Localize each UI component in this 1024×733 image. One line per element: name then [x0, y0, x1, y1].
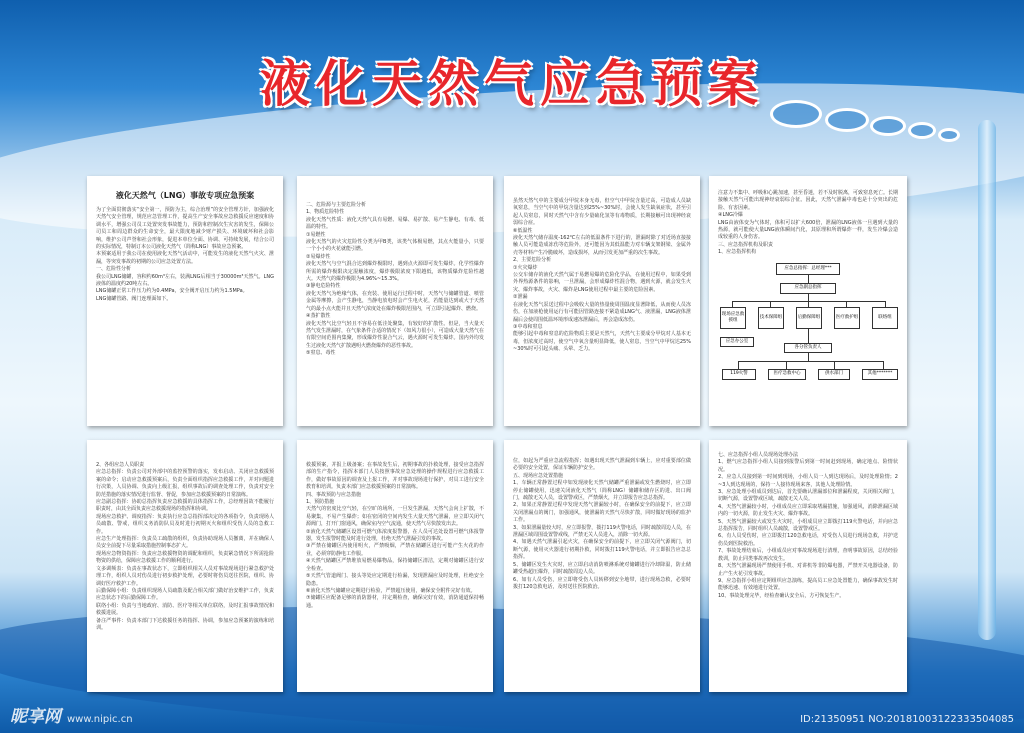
org-box-group: 技术保障组 — [758, 307, 784, 329]
org-box-external: 其他******* — [862, 369, 898, 380]
panel-responsibilities — [87, 440, 283, 692]
decor-ring — [908, 122, 936, 139]
panel-onsite-measures — [504, 440, 700, 692]
panel-prevention — [297, 440, 493, 692]
panel-main-hazards — [504, 176, 700, 426]
panel-command-structure — [709, 176, 907, 426]
org-line — [808, 294, 809, 301]
panel-body: 注意力不集中、呼吸和心跳加速，甚至昏迷，若不及时脱离，可致窒息死亡。长期接触天然气可能出现神经衰弱综合征。因此，天然气泄漏中毒也是十分突出的危险、有害因素。 ④LNG冷爆 LNG由液体变为气体时，体积可以扩大600倍，泄漏的LNG液体一旦遇到大量的热源，就可能使大量LNG液体瞬间汽化，其原理和所谓爆炸一样，发生冷爆会造成较重的人身伤害。 三、应急指挥机构及职责 1、应急指挥机构 — [718, 190, 899, 256]
org-line — [808, 353, 809, 361]
org-box-vice: 应急副总指挥 — [780, 283, 836, 294]
org-box-group: 联络组 — [872, 307, 898, 329]
panel-body: 救援预案，并报上级备案；在事故发生后，初期事故的扑救处理，接受应急指挥部的生产指令，指挥本部门人员按照事故应急处理的操作规程进行应急救援工作，做好事故原因的调查及上报工作，并对事故现场进行保护，对员工进行安全教育和培训。负责本部门应急救援预案的日常演练。 四、事故预防与应急措施 1、预防措施 天然气的密度比空气轻，在空旷的场所，一旦发生泄漏，天然气会向上扩散，不易聚集，不易产生爆炸；如在密闭的空间内发生大量天然气泄漏，应立即关闭气源阀门，打开门窗通风，确保室内空气流通，使天然气尽快散发出去。 ②液化天然气储罐区设置可燃气体浓度报警器，在人员可达处设置可燃气体报警器，发生报警时能及时进行处理，杜绝天然气泄漏引发的事故。 ③严禁在储罐区内使用明火，严禁吸烟，严禁在储罐区进行可能产生火花的作业，必须穿防静电工作服。 ④天然气储罐区严禁堆放易燃易爆物品，保持储罐区清洁，定期对储罐区进行安全检查。 ⑤天然气管道阀门、接头等处应定期进行检漏，发现泄漏应及时处理，杜绝安全隐患。 ⑥液化天然气储罐应定期进行检验，严禁超压使用，确保安全附件完好有效。 ⑦储罐区应配备足够的消防器材，并定期检查，确保完好有效，消防通道保持畅通。 — [306, 462, 484, 609]
panel-heading: 液化天然气（LNG）事故专项应急预案 — [115, 191, 255, 200]
decor-pillar — [978, 120, 996, 640]
org-line — [786, 361, 787, 369]
page-title: 液化天然气应急预案 — [260, 55, 764, 113]
org-line — [738, 361, 739, 369]
panel-body: 为了全面贯彻落实“安全第一，预防为主，综合治理”的安全管理方针，加强液化天然气安全管理，规范应急管理工作，提高生产安全事故应急救援反应速度和协调水平，增强公司员工处置突发事故能力，预防和控制次生灾害的发生，保障公司员工和周边群众的生命安全，最大限度地减少财产损失、环境破坏和社会影响，维护公司声誉和社会形象，促进本单位全面、协调、可持续发展，结合公司的实际情况，特制订本公司液化天然气（简称LNG）事故应急预案。 本预案适用于我公司在使用液化天然气活动中，可能发生的液化天然气火灾、泄漏，等突发事故的初期的公司应急处置方法。 一、危险性分析 我公司LNG储罐，容积约60m³左右，装满LNG后相当于30000m³天然气。LNG液体的温度约20吨左右。 LNG储罐正常工作压力约为0.4MPa，安全阀开启压力约为1.5MPa。 LNG储罐管路、阀门连理面如下。 — [96, 207, 274, 302]
org-line — [808, 329, 809, 343]
org-line — [834, 361, 835, 369]
org-chart — [718, 261, 898, 411]
org-box-external: 供水部门 — [818, 369, 850, 380]
org-box-top: 应急总指挥：总经理*** — [776, 263, 840, 275]
panel-body: 七、应急指挥小组人员现场处理办法 1、燃气应急指挥小组人员接到报警后到第一时间赶到现场，确定地点、险情状况。 2、应急人员接到第一时间到现场，小组人员一人到达现场后，及时处理险情；2~3人到达现场的，保持一人接待现场来客，其他人处理险情。 3、应急处理小组成员到达后，首先要确认泄漏部位和泄漏程度，关闭相关阀门，切断气源，设置警戒区域，疏散无关人员。 4、天然气泄漏较小时，小组成员应立即采取堵漏措施，加强通风，消除泄漏区域内的一切火源，防止发生火灾、爆炸事故。 5、天然气泄漏较大或发生火灾时，小组成员应立即拨打119火警电话，并向应急总指挥报告，同时组织人员疏散，设置警戒区。 6、有人员受伤时，应立即拨打120急救电话，对受伤人员进行现场急救，并护送伤员到医院救治。 7、事故处理结束后，小组成员应对事故现场进行清理，查明事故原因，总结经验教训，防止同类事故再次发生。 8、天然气泄漏现场严禁使用手机、对讲机等非防爆电器，严禁开关电器设备，防止产生火花引发事故。 9、应急指挥小组应定期组织应急演练，提高员工应急处置能力，确保事故发生时能够迅速、有效地进行处置。 10、事故处理完毕，经检查确认安全后，方可恢复生产。 — [718, 452, 898, 599]
panel-team-procedures — [709, 440, 907, 692]
watermark-id: ID:21350951 NO:20181003122333504085 — [800, 714, 1014, 725]
panel-overview — [87, 176, 283, 426]
decor-ring — [938, 128, 960, 142]
org-box-group: 医疗救护组 — [834, 307, 860, 329]
org-line — [738, 361, 884, 362]
org-box-external: 医疗急救中心 — [768, 369, 806, 380]
panel-body: 二、危险源与主要危险分析 1、物质危险特性 液化天然气性质：液化天然气具有易燃、易爆、易扩散、易产生静电、有毒、低温的特性。 ①易燃性 液化天然气的火灾危险性分类为甲B类，该类气体极易燃，其点火能量小，只要一个小小的火花就能引燃。 ②易爆炸性 液化天然气与空气混合达到爆炸极限时，遇到点火源即可发生爆炸。化学性爆炸所需的爆炸极限决定混触浓度，爆炸极限浓度下限越低，该物质爆炸危险性越大。天然气的爆炸极限为4.96%~15.3%。 ③静电危险特性 液化天然气为绝缘气体，在充装、使用运行过程中时，天然气与储罐管道、喷管金属等摩擦，会产生静电，当静电放电时会产生电火花，若能量达到或大于天然气的最小点火能并且天然气浓度处在爆炸极限范围内，可立即引起爆炸、燃烧。 ④蒸扩散性 液化天然气比空气轻且不容易在低洼处聚集，有较好的扩散性。但是，当大量天然气发生泄漏时，在气象条件合适的情况下（如风力很小），可造成大量天然气在有限空间范围内集聚，形成爆炸性混合气云，遇火源时可发生爆炸。国内外均发生过液化天然气扩散遇明火燃烧爆炸的恶性事故。 ⑤窒息、毒性 — [306, 202, 484, 357]
panel-body: 虽然天然气中的主要成分甲烷本身无毒，但空气中甲烷含量过高，可造成人员缺氧窒息，当空气中的甲烷含量达到25%~30%时，会使人发生缺氧症状，甚至引起人员窒息，同时天然气中含有少量硫化氢等有毒物质，长期接触可出现神经衰弱综合症。 ⑥低温性 液化天然气储存温度-162℃左右的低温条件下进行的，泄漏时除了对近场直接接触人员可能造成冻伤等危险外，还可能因为其低温能力对车辆支架钢梁、金属外壳等材料产生冷脆破坏，造成损坏，从而引发更加严重的次生事故。 2、主要危险分析 ①火灾爆炸 公交车储存的液化天然气属于易燃易爆的危险化学品，在使用过程中，如果受到外界热源条件的影响，一旦泄漏，会形成爆炸性混合物，遇到火源，就会发生火灾、爆炸事故，火灾、爆炸是LNG使用过程中最主要的危险因素。 ②泄漏 在液化天然气泵送过程中会吸收大量的热量使周围温度显著降低，从而使人员冻伤，在加液枪使用运行有可能因管路连接不紧造成LNG气、液泄漏，LNG液体泄漏后会使周围低温环境形成速冻泄漏后，再会造成冻伤。 ③中毒和窒息 能够引起中毒和窒息的危险物质主要是天然气，天然气主要成分甲烷对人基本无毒，但浓度过高时，使空气中氧含量明显降低，使人窒息，当空气中甲烷达25%~30%时可引起头痛、头晕、乏力。 — [513, 198, 691, 353]
org-line — [883, 361, 884, 369]
org-box-external: 119火警 — [722, 369, 756, 380]
org-box-group: 现场应急救援组 — [720, 307, 746, 329]
decor-ring — [870, 116, 906, 136]
org-box-group: 后勤保障组 — [796, 307, 822, 329]
panel-hazard-analysis — [297, 176, 493, 426]
watermark-brand — [10, 702, 133, 727]
org-line — [808, 275, 809, 283]
panel-body: 位，如起为严重应急流程指挥；如遇出现天然气泄漏到车辆上，应对重要部位做必要的安全处置，保证车辆防护安全。 五、现场应急处置措施 1、车辆正常静置过程中如发现液化天然气储罐严重泄漏或发生燃烧时，应立即停止储罐使用，迅速关闭液化天然气（简称LNG）储罐和储存区的进、出口阀门，疏散无关人员，设置警戒区，严禁烟火，并立即报告应急总指挥。 2、如果正常静置过程中发现天然气泄漏较小时，在确保安全的前提下，应立即关闭泄漏点的阀门，加强通风，使泄漏的天然气尽快扩散，同时做好现场的监护工作。 3、如果泄漏量较大时，应立即报警，拨打119火警电话，同时疏散周边人员，在泄漏区域周围设置警戒线，严禁无关人员进入，消除一切火源。 4、如遇天然气泄漏引起火灾，在确保安全的前提下，应立即关闭气源阀门，切断气源，使用灭火器进行初期扑救，同时拨打119火警电话，并立即报告应急总指挥。 5、储罐区发生火灾时，应立即启动消防喷淋系统对储罐进行冷却降温，防止储罐受热超压爆炸，同时疏散周边人员。 6、如有人员受伤，应立即将受伤人员转移到安全地带，进行现场急救，必要时拨打120急救电话，及时送往医院救治。 — [513, 458, 691, 590]
watermark-site: www.nipic.cn — [67, 714, 133, 725]
org-box-members: 各分管负责人 — [784, 343, 832, 353]
org-line — [732, 301, 886, 302]
org-box-office: 应急办公室 — [720, 337, 754, 347]
watermark-brand-name: 昵享网 — [10, 707, 61, 727]
panel-body: 2、各组应急人员职责 应急总指挥：负责公司对外部中的监控预警的落实，发布启动、关闭应急救援预案的命令；启动应急救援预案后，负责全面组织指挥应急救援工作，并对问题进行决策，人员协调、负责向上级汇报，组织事故后的调查处理工作，负责对安全防范措施的落实情况进行监督、督促，参加应急救援预案的日常演练。 应急副总指挥：协助总指挥负责应急救援的具体指挥工作，总经理因故不能履行职责时，由其全面负责应急救援现场的指挥和协调。 现场应急救护、调度指挥：负责执行应急总指挥部决定的各项指令，负责现场人员疏散、警戒，组织义务消防队员及时进行初期灭火和组织受伤人员的急救工作。 应急生产处理指挥：负责员工疏散的组织，负责协助现场人员撤离，并在确保人员安全前提下尽量采取措施控制事态扩大。 现场应急物资指挥：负责应急救援物资的调配和组织，负责紧急情况下所需抢险物资的供给，保障应急救援工作的顺利进行。 文多调频表：负责在事故状态下，立即组织相关人员对事故现场进行紧急救护处理工作，组织人员对伤员进行初步救护处理，必要时将伤员送往医院，组织、协调好医疗救护工作。 后勤保障小组：负责组织现场人员疏散及配合相关部门做好治安维护工作，负责应急状态下的后勤保障工作。 联络小组：负责与当地政府、消防、医疗等相关单位联络，及时汇报事故情况和救援进展。 备注严事件：负责本部门下达救援任务的指挥、协调，参加应急预案的演练和培训。 — [96, 462, 274, 631]
